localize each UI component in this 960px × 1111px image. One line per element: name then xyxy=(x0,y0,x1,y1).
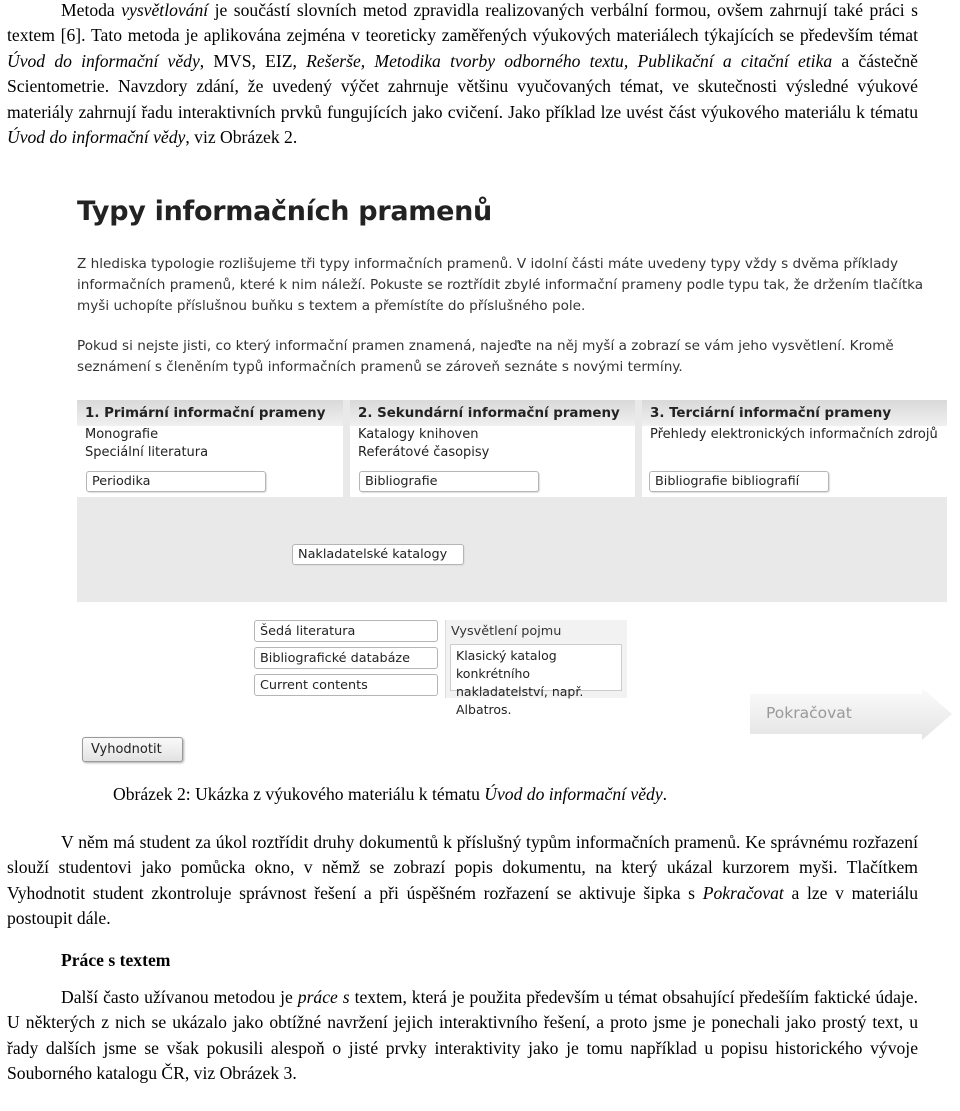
continue-arrow-button[interactable] xyxy=(750,688,952,740)
category-example: Přehledy elektronických informačních zdrojů xyxy=(650,427,938,442)
text-run-italic: Úvod do informační vědy xyxy=(484,784,663,804)
figure-caption xyxy=(113,784,667,805)
text-run: Další často užívanou metodou je xyxy=(61,987,298,1007)
paragraph-intro xyxy=(7,0,918,150)
explanation-panel xyxy=(445,620,627,717)
evaluate-button[interactable]: Vyhodnotit xyxy=(82,737,183,762)
text-run: Obrázek 2: Ukázka z výukového materiálu k tématu xyxy=(113,784,485,804)
draggable-source-item[interactable]: Current contents xyxy=(254,674,438,696)
draggable-chip-floating[interactable]: Nakladatelské katalogy xyxy=(292,544,464,565)
source-items-list xyxy=(254,620,438,701)
text-run-italic: Úvod do informační vědy xyxy=(7,127,186,148)
figure-hint-text: Pokud si nejste jisti, co který informační pramen znamená, najeďte na něj myší a zobrazí se vám jeho vysvětlení. Kromě seznámení s členěním typů informačních pramenů se zároveň seznáte s novými termíny. xyxy=(77,338,894,375)
text-run: . xyxy=(662,784,668,804)
paragraph-text-work xyxy=(7,985,918,1087)
continue-label: Pokračovat xyxy=(766,704,852,722)
draggable-chip-placed[interactable]: Periodika xyxy=(86,471,266,492)
explanation-line: nakladatelství, např. Albatros. xyxy=(456,684,584,717)
text-run: V něm má student za úkol roztřídit druhy dokumentů k příslušný typům informačních pramenů. Ke správnému rozřazení slouží studentovi jako pomůcka okno, v němž se zobrazí popis dokumentu, na který ukázal kurzorem myši. Tlačítkem Vyhodnotit student zkontroluje správnost řešení a při úspěšném rozřazení se aktivuje šipka s xyxy=(7,832,918,903)
text-run-italic: vysvětlování xyxy=(121,0,209,20)
text-run-italic: Rešerše, Metodika tvorby odborného textu, Publikační a citační etika xyxy=(306,50,833,71)
text-run-italic: práce s xyxy=(297,987,350,1007)
figure-intro-text: Z hlediska typologie rozlišujeme tři typy informačních pramenů. V idolní části máte uvedeny typy vždy s dvěma příklady informačních pramenů, které k nim náleží. Pokuste se roztřídit zbylé informační prameny podle typu tak, že držením tlačítka myši uchopíte příslušnou buňku s textem a přemístíte do příslušného pole. xyxy=(77,256,924,314)
draggable-source-item[interactable]: Šedá literatura xyxy=(254,620,438,642)
text-run: a částečně Scientometrie. Navzdory zdání, že uvedený výčet zahrnuje většinu vyučovaných témat, ve skutečnosti výsledné výukové materiály zahrnují řadu interaktivních prvků fungujících jako cvičení. Jako příklad lze uvést část výukového materiálu k tématu xyxy=(7,50,918,122)
text-run: Metoda xyxy=(61,0,122,20)
category-tertiary-title: 3. Terciární informační prameny xyxy=(642,400,947,426)
text-run-italic: Pokračovat xyxy=(702,882,784,903)
category-secondary-title: 2. Sekundární informační prameny xyxy=(350,400,635,426)
text-run: , viz Obrázek 2. xyxy=(185,127,298,148)
explanation-line: Klasický katalog konkrétního xyxy=(456,648,557,681)
paragraph-description xyxy=(7,830,918,932)
category-example: Katalogy knihoven xyxy=(358,427,479,442)
text-run: a lze v materiálu postoupit dále. xyxy=(7,882,919,929)
draggable-source-item[interactable]: Bibliografické databáze xyxy=(254,647,438,669)
text-run: je součástí slovních metod zpravidla realizovaných verbální formou, ovšem zahrnují také práci s textem [6]. Tato metoda je aplikována zejména v teoreticky zaměřených výukových materiálech týkajících se především témat xyxy=(7,0,918,46)
category-example: Monografie xyxy=(85,427,159,442)
explanation-title: Vysvětlení pojmu xyxy=(451,624,562,639)
section-heading: Práce s textem xyxy=(61,950,171,970)
draggable-chip-placed[interactable]: Bibliografie xyxy=(359,471,539,492)
text-run: textem, která je použita především u témat obsahující předešíím faktické údaje. U některých z nich se ukázalo jako obtížné navržení jejich interaktivního řešení, a proto jsme je ponechali jako prostý text, u řady dalších jsme se však pokusili alespoň o jisté prvky interaktivity jako je tomu například u popisu historického vývoje Souborného katalogu ČR, viz Obrázek 3. xyxy=(7,987,918,1084)
figure-title: Typy informačních pramenů xyxy=(77,196,492,227)
text-run: , MVS, EIZ, xyxy=(199,50,307,71)
category-example: Referátové časopisy xyxy=(358,445,490,460)
text-run-italic: Úvod do informační vědy xyxy=(7,50,200,71)
category-example: Speciální literatura xyxy=(85,445,209,460)
explanation-box xyxy=(450,644,622,717)
draggable-chip-placed[interactable]: Bibliografie bibliografií xyxy=(649,471,829,492)
category-primary-title: 1. Primární informační prameny xyxy=(77,400,343,426)
figure-learning-material xyxy=(70,192,952,770)
